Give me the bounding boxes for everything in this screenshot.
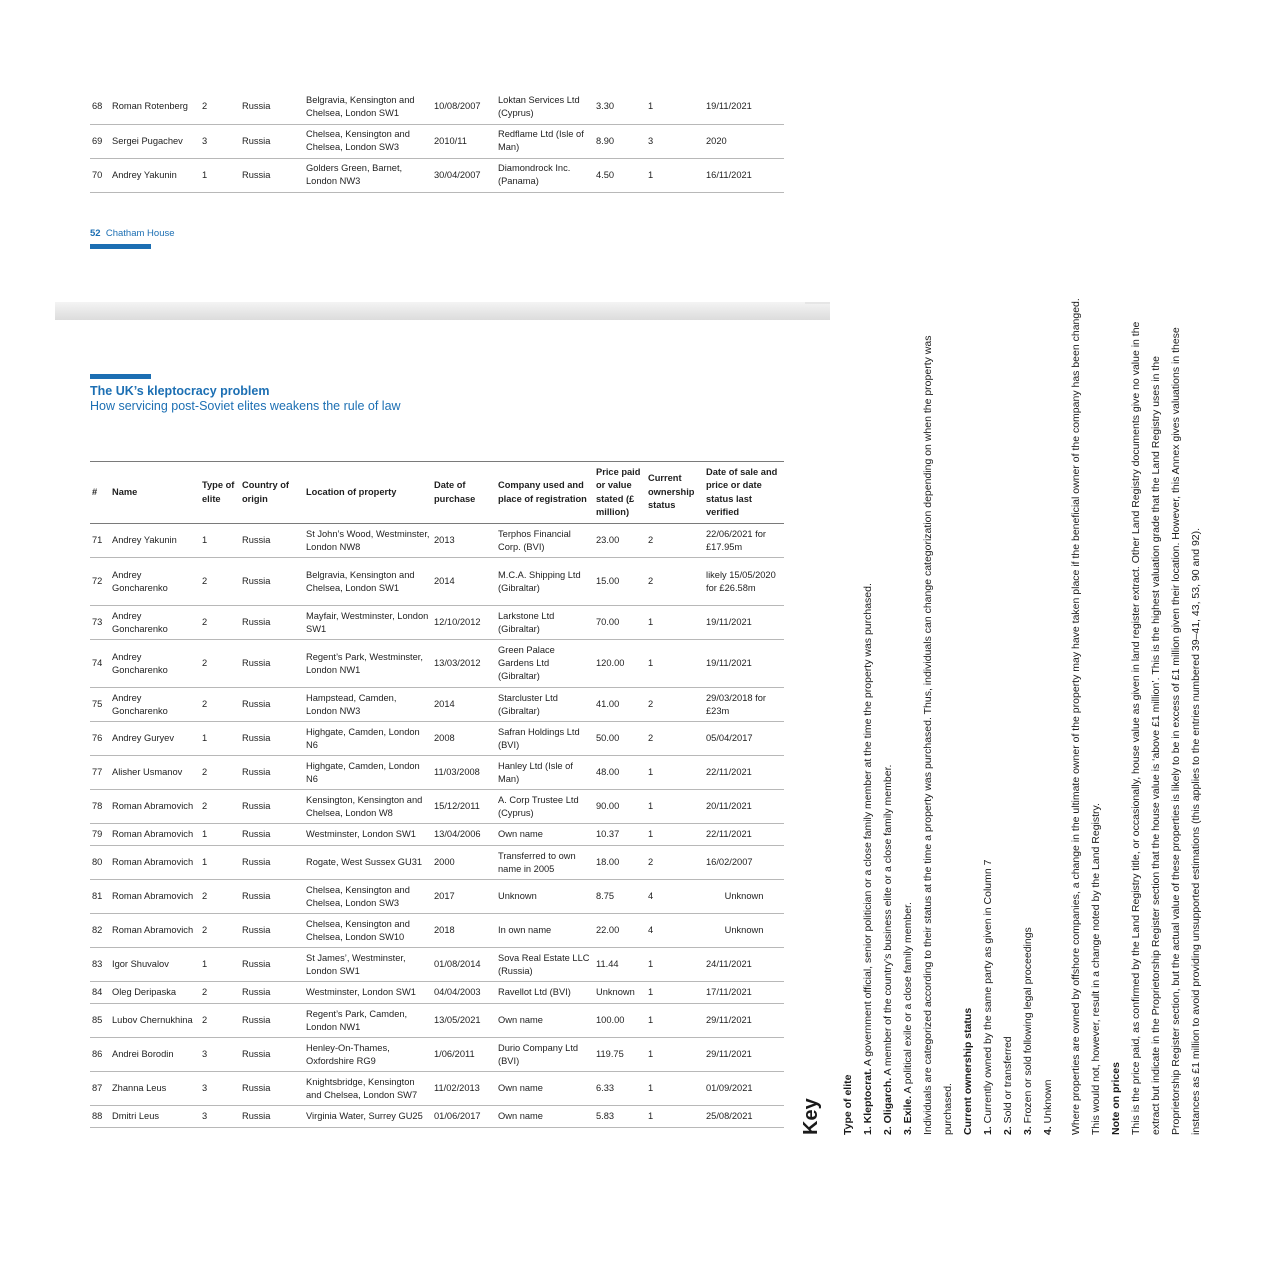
key-item-text: A government official, senior politician or a close family member at the time the property was purchased. [862, 583, 874, 1069]
cell-name: Zhanna Leus [112, 1083, 167, 1093]
cell-type: 1 [202, 535, 208, 545]
cell-location: St John’s Wood, Westminster, London NW8 [306, 528, 430, 552]
cell-type: 2 [202, 891, 208, 901]
cell-name: Andrei Borodin [112, 1049, 174, 1059]
cell-location: Knightsbridge, Kensington and Chelsea, London SW7 [306, 1076, 418, 1100]
key-list-item [1018, 295, 1038, 1135]
page-number: 52 [90, 228, 101, 239]
cell-type: 1 [202, 857, 208, 867]
cell-status: 1 [648, 959, 654, 969]
cell-country: Russia [242, 1049, 271, 1059]
cell-company: Sova Real Estate LLC (Russia) [498, 952, 590, 976]
table-row [90, 124, 784, 158]
cell-type: 2 [202, 617, 208, 627]
cell-location: Kensington, Kensington and Chelsea, London W8 [306, 794, 423, 818]
cell-date: 11/03/2008 [434, 767, 480, 777]
cell-country: Russia [242, 891, 271, 901]
cell-company: Ravellot Ltd (BVI) [498, 987, 571, 997]
cell-location: Highgate, Camden, London N6 [306, 760, 420, 784]
column-header-sale: Date of sale and price or date status last verified [706, 466, 778, 517]
cell-price: 8.90 [596, 135, 615, 146]
column-header-status: Current ownership status [648, 473, 695, 511]
cell-name: Andrey Goncharenko [112, 610, 168, 634]
table-row [90, 722, 784, 756]
cell-date: 2008 [434, 733, 455, 743]
cell-price: 5.83 [596, 1111, 615, 1121]
cell-price: 41.00 [596, 699, 620, 709]
cell-country: Russia [242, 829, 271, 839]
cell-date: 15/12/2011 [434, 801, 480, 811]
cell-name: Roman Rotenberg [112, 101, 188, 112]
cell-price: 6.33 [596, 1083, 615, 1093]
cell-company: Terphos Financial Corp. (BVI) [498, 528, 571, 552]
cell-location: Highgate, Camden, London N6 [306, 726, 420, 750]
key-item-text: Frozen or sold following legal proceedings [1022, 927, 1034, 1127]
cell-location: Westminster, London SW1 [306, 987, 416, 997]
cell-date: 13/04/2006 [434, 829, 481, 839]
table-row [90, 688, 784, 722]
cell-company: Larkstone Ltd (Gibraltar) [498, 610, 555, 634]
cell-status: 2 [648, 576, 654, 586]
cell-price: 22.00 [596, 925, 620, 935]
column-header-type: Type of elite [202, 480, 235, 504]
key-item-number: 3. [902, 1126, 914, 1135]
cell-price: 15.00 [596, 576, 620, 586]
cell-name: Roman Abramovich [112, 925, 194, 935]
cell-num: 81 [92, 891, 103, 901]
cell-type: 3 [202, 135, 208, 146]
cell-country: Russia [242, 617, 271, 627]
table-row [90, 880, 784, 914]
cell-type: 3 [202, 1111, 208, 1121]
prices-heading: Note on prices [1110, 1062, 1122, 1135]
cell-name: Andrey Yakunin [112, 169, 177, 180]
column-header-name: Name [112, 486, 138, 497]
cell-date: 04/04/2003 [434, 987, 481, 997]
cell-sale: 19/11/2021 [706, 658, 752, 668]
key-item-term: Oligarch. [882, 1077, 894, 1124]
cell-type: 1 [202, 829, 208, 839]
column-header-company: Company used and place of registration [498, 480, 587, 504]
table-row [90, 790, 784, 824]
cell-location: Hampstead, Camden, London NW3 [306, 692, 397, 716]
cell-status: 1 [648, 658, 654, 668]
prices-note: This is the price paid, as confirmed by the Land Registry title, or occasionally, house value as given in land register extract. Other Land Registry documents give no value in the extract but indicate in the Proprietorship Register section that the house value is ‘above £1 million’. This is the highest valuation grade that the Land Registry uses in the Proprietorship Register section, but the actual value of these properties is likely to be in excess of £1 million given their location. However, this Annex gives valuations in these instances as £1 million to avoid providing unsupported estimations (this applies to the entries numbered 39–41, 43, 53, 90 and 92). [1130, 321, 1202, 1135]
cell-status: 1 [648, 987, 654, 997]
cell-status: 3 [648, 135, 654, 146]
key-item-text: Unknown [1042, 1079, 1054, 1127]
cell-location: Regent’s Park, Camden, London NW1 [306, 1008, 408, 1032]
cell-type: 2 [202, 101, 208, 112]
cell-country: Russia [242, 767, 271, 777]
cell-num: 85 [92, 1015, 103, 1025]
cell-num: 82 [92, 925, 103, 935]
cell-price: Unknown [596, 987, 635, 997]
cell-date: 2000 [434, 857, 455, 867]
cell-country: Russia [242, 101, 271, 112]
cell-name: Roman Abramovich [112, 801, 194, 811]
cell-location: Mayfair, Westminster, London SW1 [306, 610, 429, 634]
cell-status: 1 [648, 169, 654, 180]
table-row [90, 90, 784, 124]
table-row [90, 1038, 784, 1072]
table-row [90, 914, 784, 948]
cell-price: 50.00 [596, 733, 620, 743]
cell-price: 23.00 [596, 535, 620, 545]
cell-name: Oleg Deripaska [112, 987, 177, 997]
cell-sale: 05/04/2017 [706, 733, 753, 743]
cell-location: Belgravia, Kensington and Chelsea, London SW1 [306, 94, 415, 118]
cell-location: St James’, Westminster, London SW1 [306, 952, 406, 976]
table-row [90, 640, 784, 688]
cell-country: Russia [242, 987, 271, 997]
cell-num: 86 [92, 1049, 103, 1059]
key-item-term: Kleptocrat. [862, 1068, 874, 1124]
cell-num: 69 [92, 135, 103, 146]
cell-num: 78 [92, 801, 103, 811]
cell-date: 2017 [434, 891, 455, 901]
cell-status: 1 [648, 829, 654, 839]
cell-name: Igor Shuvalov [112, 959, 169, 969]
property-table-block [90, 461, 784, 1128]
cell-name: Roman Abramovich [112, 857, 194, 867]
cell-num: 68 [92, 101, 103, 112]
cell-name: Andrey Goncharenko [112, 692, 168, 716]
cell-sale: 19/11/2021 [706, 617, 752, 627]
cell-company: In own name [498, 925, 552, 935]
table-row [90, 1072, 784, 1106]
cell-date: 12/10/2012 [434, 617, 481, 627]
cell-price: 119.75 [596, 1049, 624, 1059]
cell-type: 1 [202, 733, 208, 743]
cell-name: Andrey Goncharenko [112, 651, 168, 675]
cell-num: 73 [92, 617, 103, 627]
table-row [90, 756, 784, 790]
cell-company: Diamondrock Inc. (Panama) [498, 163, 571, 186]
cell-sale: 22/11/2021 [706, 829, 752, 839]
cell-country: Russia [242, 576, 271, 586]
ownership-list [978, 295, 1058, 1135]
cell-sale: 2020 [706, 135, 727, 146]
ownership-note: Where properties are owned by offshore companies, a change in the ultimate owner of the property may have taken place if the beneficial owner of the company has been changed. This would not, however, result in a change noted by the Land Registry. [1070, 298, 1102, 1135]
cell-company: Green Palace Gardens Ltd (Gibraltar) [498, 645, 555, 681]
cell-type: 2 [202, 767, 208, 777]
cell-country: Russia [242, 801, 271, 811]
cell-name: Andrey Guryev [112, 733, 175, 743]
cell-country: Russia [242, 733, 271, 743]
cell-company: Safran Holdings Ltd (BVI) [498, 726, 580, 750]
cell-location: Belgravia, Kensington and Chelsea, London SW1 [306, 569, 415, 593]
cell-date: 2018 [434, 925, 455, 935]
cell-company: Starcluster Ltd (Gibraltar) [498, 692, 558, 716]
cell-status: 4 [648, 891, 654, 901]
key-panel [800, 295, 1230, 1135]
key-list-item [878, 295, 898, 1135]
cell-type: 3 [202, 1083, 208, 1093]
elite-heading: Type of elite [842, 1074, 854, 1135]
key-list-item [978, 295, 998, 1135]
cell-num: 84 [92, 987, 103, 997]
cell-num: 72 [92, 576, 103, 586]
cell-status: 1 [648, 801, 654, 811]
column-header-num: # [92, 486, 98, 497]
cell-type: 1 [202, 959, 208, 969]
report-subtitle: How servicing post-Soviet elites weakens the rule of law [90, 399, 401, 413]
cell-sale: 24/11/2021 [706, 959, 752, 969]
cell-status: 1 [648, 617, 654, 627]
cell-company: Unknown [498, 891, 537, 901]
ownership-heading: Current ownership status [962, 1007, 974, 1135]
cell-date: 13/05/2021 [434, 1015, 481, 1025]
cell-company: Durio Company Ltd (BVI) [498, 1042, 579, 1066]
cell-sale: 29/11/2021 [706, 1015, 752, 1025]
cell-num: 71 [92, 535, 103, 545]
key-item-number: 3. [1022, 1126, 1034, 1135]
key-item-text: Currently owned by the same party as given in Column 7 [982, 859, 994, 1127]
key-item-number: 4. [1042, 1126, 1054, 1135]
cell-type: 2 [202, 801, 208, 811]
report-title: The UK’s kleptocracy problem [90, 384, 270, 398]
cell-status: 2 [648, 857, 654, 867]
cell-sale: 29/11/2021 [706, 1049, 752, 1059]
table-row [90, 948, 784, 982]
cell-company: A. Corp Trustee Ltd (Cyprus) [498, 794, 579, 818]
cell-sale: 17/11/2021 [706, 987, 752, 997]
cell-country: Russia [242, 857, 271, 867]
key-item-number: 2. [1002, 1126, 1014, 1135]
top-table [90, 90, 784, 193]
cell-country: Russia [242, 699, 271, 709]
cell-status: 1 [648, 101, 654, 112]
cell-sale: 22/11/2021 [706, 767, 752, 777]
cell-date: 2014 [434, 576, 455, 586]
cell-num: 87 [92, 1083, 103, 1093]
cell-location: Golders Green, Barnet, London NW3 [306, 163, 403, 186]
cell-num: 75 [92, 699, 103, 709]
cell-price: 10.37 [596, 829, 620, 839]
cell-country: Russia [242, 535, 271, 545]
cell-sale: Unknown [724, 891, 764, 901]
cell-location: Chelsea, Kensington and Chelsea, London SW10 [306, 918, 410, 942]
cell-price: 100.00 [596, 1015, 625, 1025]
cell-status: 2 [648, 699, 654, 709]
elite-note: Individuals are categorized according to their status at the time a property was purchased. Thus, individuals can change categorization depending on when the property was purchased. [922, 335, 954, 1135]
cell-sale: 20/11/2021 [706, 801, 752, 811]
key-item-text: A political exile or a close family member. [902, 902, 914, 1096]
cell-num: 70 [92, 169, 103, 180]
cell-price: 11.44 [596, 959, 619, 969]
key-item-number: 2. [882, 1126, 894, 1135]
table-row [90, 846, 784, 880]
cell-sale: 01/09/2021 [706, 1083, 753, 1093]
cell-num: 83 [92, 959, 103, 969]
table-row [90, 524, 784, 558]
cell-sale: likely 15/05/2020 for £26.58m [706, 569, 776, 593]
table-row [90, 982, 784, 1004]
cell-name: Alisher Usmanov [112, 767, 183, 777]
table-row [90, 824, 784, 846]
cell-name: Andrey Yakunin [112, 535, 177, 545]
cell-price: 90.00 [596, 801, 620, 811]
cell-date: 11/02/2013 [434, 1083, 480, 1093]
cell-date: 30/04/2007 [434, 169, 481, 180]
column-header-country: Country of origin [242, 480, 289, 504]
cell-sale: 16/11/2021 [706, 169, 752, 180]
cell-country: Russia [242, 925, 271, 935]
cell-date: 1/06/2011 [434, 1049, 475, 1059]
cell-sale: Unknown [724, 925, 764, 935]
cell-company: Hanley Ltd (Isle of Man) [498, 760, 573, 784]
cell-country: Russia [242, 959, 271, 969]
cell-type: 2 [202, 699, 208, 709]
key-list-item [898, 295, 918, 1135]
cell-name: Sergei Pugachev [112, 135, 183, 146]
cell-location: Chelsea, Kensington and Chelsea, London SW3 [306, 884, 410, 908]
cell-country: Russia [242, 135, 271, 146]
key-list-item [858, 295, 878, 1135]
table-row [90, 1004, 784, 1038]
column-header-date: Date of purchase [434, 480, 476, 504]
key-item-number: 1. [982, 1126, 994, 1135]
cell-price: 18.00 [596, 857, 620, 867]
footer-accent-bar [90, 244, 151, 249]
table-row [90, 558, 784, 606]
page-divider [55, 302, 830, 320]
cell-location: Chelsea, Kensington and Chelsea, London SW3 [306, 129, 410, 152]
key-item-text: Sold or transferred [1002, 1036, 1014, 1127]
cell-location: Westminster, London SW1 [306, 829, 416, 839]
key-list-item [1038, 295, 1058, 1135]
cell-status: 2 [648, 733, 654, 743]
cell-sale: 29/03/2018 for £23m [706, 692, 766, 716]
cell-company: Loktan Services Ltd (Cyprus) [498, 94, 580, 118]
cell-type: 2 [202, 576, 208, 586]
cell-date: 13/03/2012 [434, 658, 481, 668]
cell-company: Redflame Ltd (Isle of Man) [498, 129, 584, 152]
cell-price: 8.75 [596, 891, 615, 901]
cell-date: 10/08/2007 [434, 101, 481, 112]
cell-country: Russia [242, 1015, 271, 1025]
cell-status: 4 [648, 925, 654, 935]
cell-num: 74 [92, 658, 103, 668]
cell-name: Andrey Goncharenko [112, 569, 168, 593]
cell-country: Russia [242, 1111, 271, 1121]
cell-location: Virginia Water, Surrey GU25 [306, 1111, 423, 1121]
cell-num: 88 [92, 1111, 103, 1121]
cell-price: 4.50 [596, 169, 615, 180]
column-header-price: Price paid or value stated (£ million) [596, 466, 641, 517]
elite-list [858, 295, 918, 1135]
cell-sale: 19/11/2021 [706, 101, 752, 112]
cell-name: Roman Abramovich [112, 891, 194, 901]
key-item-number: 1. [862, 1126, 874, 1135]
cell-location: Regent’s Park, Westminster, London NW1 [306, 651, 423, 675]
cell-status: 1 [648, 1049, 654, 1059]
page-footer [90, 228, 175, 239]
cell-num: 76 [92, 733, 103, 743]
cell-country: Russia [242, 169, 271, 180]
cell-num: 77 [92, 767, 103, 777]
cell-date: 2010/11 [434, 135, 467, 146]
cell-sale: 25/08/2021 [706, 1111, 753, 1121]
cell-location: Henley-On-Thames, Oxfordshire RG9 [306, 1042, 390, 1066]
cell-date: 01/08/2014 [434, 959, 481, 969]
table-row [90, 158, 784, 192]
previous-page-table [90, 90, 784, 193]
key-list-item [998, 295, 1018, 1135]
cell-type: 1 [202, 169, 208, 180]
cell-company: Own name [498, 1111, 543, 1121]
key-item-term: Exile. [902, 1095, 914, 1124]
cell-type: 2 [202, 987, 208, 997]
cell-location: Rogate, West Sussex GU31 [306, 857, 423, 867]
key-title: Key [800, 1098, 822, 1135]
cell-name: Dmitri Leus [112, 1111, 160, 1121]
cell-num: 80 [92, 857, 103, 867]
table-header-row [90, 462, 784, 524]
cell-company: Own name [498, 1015, 543, 1025]
cell-status: 2 [648, 535, 654, 545]
cell-date: 2013 [434, 535, 455, 545]
publisher-name: Chatham House [105, 228, 175, 239]
cell-type: 2 [202, 1015, 208, 1025]
cell-price: 3.30 [596, 101, 615, 112]
cell-status: 1 [648, 1015, 654, 1025]
property-table [90, 461, 784, 1128]
cell-company: Own name [498, 1083, 543, 1093]
cell-status: 1 [648, 1111, 654, 1121]
cell-company: Transferred to own name in 2005 [498, 850, 576, 874]
cell-sale: 16/02/2007 [706, 857, 753, 867]
cell-price: 120.00 [596, 658, 625, 668]
cell-price: 48.00 [596, 767, 620, 777]
cell-price: 70.00 [596, 617, 620, 627]
key-item-text: A member of the country’s business elite or a close family member. [882, 764, 894, 1078]
table-row [90, 606, 784, 640]
cell-type: 2 [202, 658, 208, 668]
cell-status: 1 [648, 1083, 654, 1093]
cell-country: Russia [242, 1083, 271, 1093]
cell-company: Own name [498, 829, 543, 839]
cell-num: 79 [92, 829, 103, 839]
cell-sale: 22/06/2021 for £17.95m [706, 528, 766, 552]
table-row [90, 1106, 784, 1128]
cell-date: 01/06/2017 [434, 1111, 481, 1121]
cell-date: 2014 [434, 699, 455, 709]
cell-country: Russia [242, 658, 271, 668]
cell-type: 2 [202, 925, 208, 935]
header-accent-bar [90, 374, 151, 379]
cell-status: 1 [648, 767, 654, 777]
cell-company: M.C.A. Shipping Ltd (Gibraltar) [498, 569, 581, 593]
cell-name: Roman Abramovich [112, 829, 194, 839]
column-header-location: Location of property [306, 486, 397, 497]
cell-type: 3 [202, 1049, 208, 1059]
cell-name: Lubov Chernukhina [112, 1015, 193, 1025]
